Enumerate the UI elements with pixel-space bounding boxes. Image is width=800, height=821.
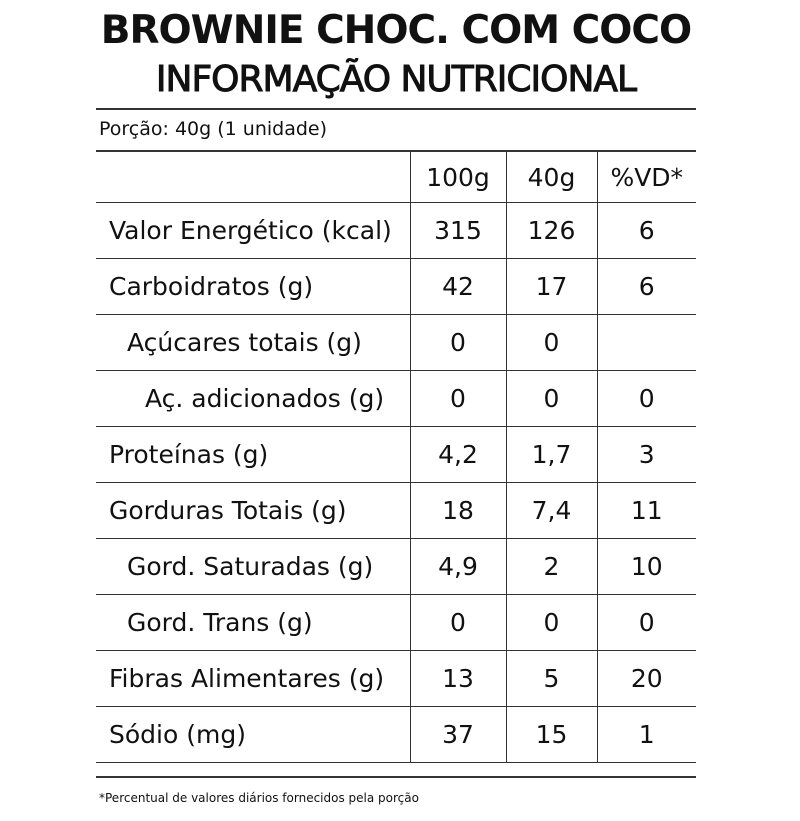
value-40g: 0: [506, 315, 597, 371]
table-row: [96, 427, 696, 483]
value-40g: 0: [506, 595, 597, 651]
value-100g: 4,2: [410, 427, 506, 483]
value-vd: 6: [597, 259, 696, 315]
value-100g: 42: [410, 259, 506, 315]
value-vd: 1: [597, 707, 696, 763]
value-40g: 15: [506, 707, 597, 763]
nutrient-label: Gord. Trans (g): [96, 595, 410, 651]
table-header-row: [96, 152, 696, 203]
table-row: [96, 651, 696, 707]
table-row: [96, 315, 696, 371]
value-40g: 126: [506, 203, 597, 259]
table-row: [96, 203, 696, 259]
value-vd: [597, 315, 696, 371]
value-100g: 4,9: [410, 539, 506, 595]
value-vd: 0: [597, 595, 696, 651]
value-vd: 6: [597, 203, 696, 259]
value-100g: 0: [410, 595, 506, 651]
value-40g: 7,4: [506, 483, 597, 539]
value-100g: 0: [410, 315, 506, 371]
column-header-40g: 40g: [506, 152, 597, 203]
value-100g: 13: [410, 651, 506, 707]
portion-size: Porção: 40g (1 unidade): [99, 118, 327, 140]
value-100g: 315: [410, 203, 506, 259]
value-vd: 0: [597, 371, 696, 427]
product-name: BROWNIE CHOC. COM COCO: [100, 8, 692, 53]
nutrient-label: Gorduras Totais (g): [96, 483, 410, 539]
nutrient-label: Sódio (mg): [96, 707, 410, 763]
table-row: [96, 483, 696, 539]
panel-title: INFORMAÇÃO NUTRICIONAL: [155, 59, 637, 100]
value-40g: 17: [506, 259, 597, 315]
nutrient-label: Açúcares totais (g): [96, 315, 410, 371]
nutrient-label: Valor Energético (kcal): [96, 203, 410, 259]
footnote: *Percentual de valores diários fornecidos pela porção: [99, 791, 419, 805]
table-row: [96, 371, 696, 427]
value-100g: 37: [410, 707, 506, 763]
divider-bottom: [96, 776, 696, 778]
table-row: [96, 707, 696, 763]
column-header-nutrient: [96, 152, 410, 203]
table-row: [96, 539, 696, 595]
column-header-vd: %VD*: [597, 152, 696, 203]
value-vd: 3: [597, 427, 696, 483]
value-vd: 11: [597, 483, 696, 539]
nutrient-label: Carboidratos (g): [96, 259, 410, 315]
value-40g: 5: [506, 651, 597, 707]
nutrition-table: [96, 152, 696, 763]
column-header-100g: 100g: [410, 152, 506, 203]
table-row: [96, 595, 696, 651]
nutrient-label: Fibras Alimentares (g): [96, 651, 410, 707]
nutrient-label: Gord. Saturadas (g): [96, 539, 410, 595]
nutrient-label: Aç. adicionados (g): [96, 371, 410, 427]
table-row: [96, 259, 696, 315]
value-vd: 10: [597, 539, 696, 595]
value-100g: 0: [410, 371, 506, 427]
nutrient-label: Proteínas (g): [96, 427, 410, 483]
value-vd: 20: [597, 651, 696, 707]
divider-top: [96, 108, 696, 110]
value-40g: 0: [506, 371, 597, 427]
value-40g: 2: [506, 539, 597, 595]
value-40g: 1,7: [506, 427, 597, 483]
value-100g: 18: [410, 483, 506, 539]
